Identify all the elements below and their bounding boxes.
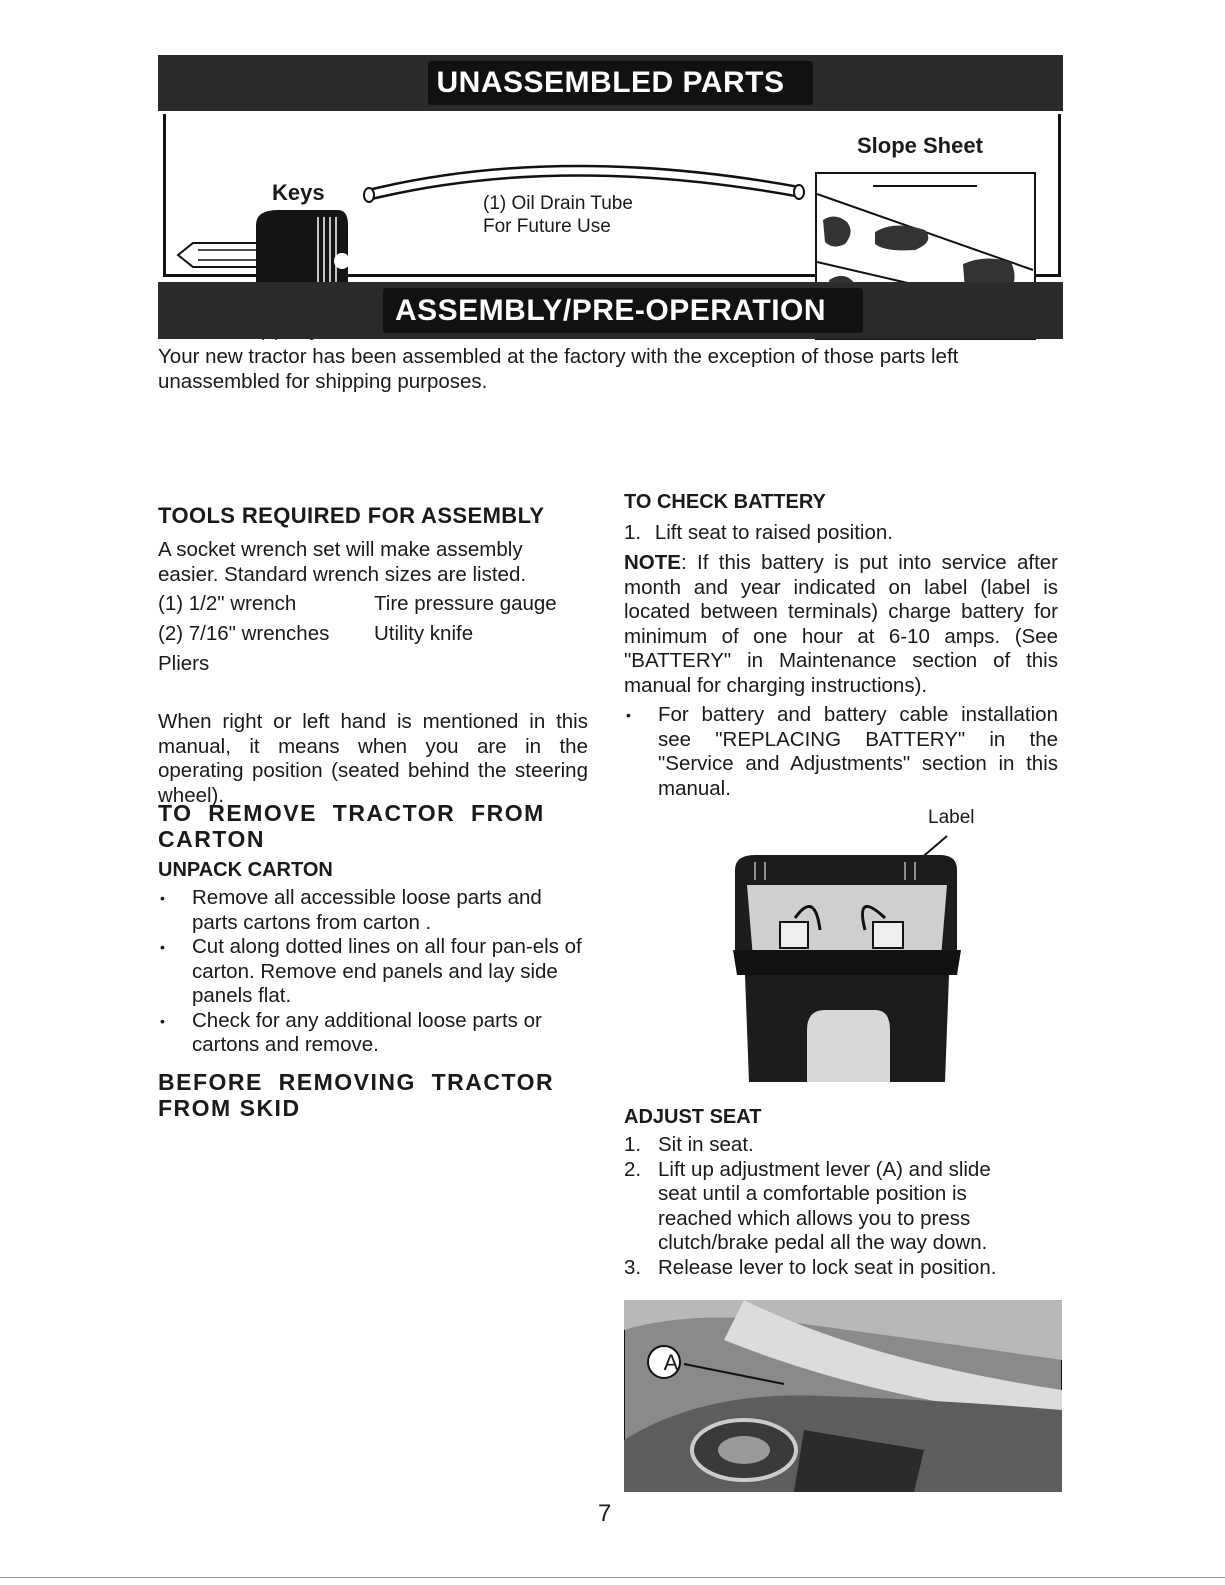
seat-step-2 [624, 1158, 1064, 1256]
tool-row-3 [158, 652, 209, 676]
oil-drain-tube-line1: (1) Oil Drain Tube [483, 193, 633, 214]
adjust-seat-heading: ADJUST SEAT [624, 1106, 762, 1128]
tool-1-left: (1) 1/2" wrench [158, 592, 297, 615]
battery-note-label: NOTE [624, 551, 681, 574]
seat-callout-a: A [663, 1350, 679, 1375]
intro-paragraph: Your new tractor has been assembled at the factory with the exception of those parts left unassembled for shipping purposes. [158, 345, 959, 393]
tools-heading: TOOLS REQUIRED FOR ASSEMBLY [158, 503, 545, 528]
unassembled-parts-banner [158, 55, 1063, 111]
tool-2-right: Utility knife [374, 622, 474, 645]
battery-note-text: : If this battery is put into service after month and year indicated on label (label is located between terminals) charge battery for minimum of one hour at 6-10 amps. (See "BATTERY" in Maintenance section of this manual for charging instructions). [624, 551, 1058, 697]
unpack-carton-heading: UNPACK CARTON [158, 859, 333, 881]
battery-note [624, 551, 1058, 698]
remove-heading-line2: CARTON [158, 826, 265, 852]
battery-heading: TO CHECK BATTERY [624, 491, 826, 513]
assembly-banner [158, 282, 1063, 339]
seat-step-3 [624, 1256, 1064, 1281]
battery-illustration [725, 830, 970, 1090]
skid-heading-line1: BEFORE REMOVING TRACTOR [158, 1069, 555, 1095]
battery-step-1-text: Lift seat to raised position. [654, 521, 893, 544]
seat-step-3-text: Release lever to lock seat in position. [658, 1255, 997, 1279]
tools-text: A socket wrench set will make assembly easier. Standard wrench sizes are listed. [158, 538, 527, 586]
unassembled-parts-title: UNASSEMBLED PARTS [436, 66, 785, 99]
remove-heading-line1: TO REMOVE TRACTOR FROM [158, 800, 545, 826]
unpack-bullet-3-text: Check for any additional loose parts or cartons and remove. [192, 1008, 542, 1056]
tool-row-1 [158, 592, 296, 616]
keys-label: Keys [272, 180, 325, 205]
oil-drain-tube-line2: For Future Use [483, 216, 611, 237]
seat-step-3-num: 3. [624, 1255, 642, 1279]
skid-heading-line2: FROM SKID [158, 1095, 301, 1121]
tool-row-2-right [374, 622, 473, 646]
tool-1-right: Tire pressure gauge [374, 592, 557, 615]
unpack-bullet-2 [158, 935, 588, 1009]
remove-heading [158, 800, 545, 852]
unpack-bullet-1-text: Remove all accessible loose parts and parts cartons from carton . [192, 886, 542, 934]
battery-step-1-num: 1. [624, 521, 642, 544]
hand-note: When right or left hand is mentioned in this manual, it means when you are in the operating position (seated behind the steering wheel). [158, 710, 588, 807]
tool-3-left: Pliers [158, 652, 210, 675]
seat-adjustment-photo [624, 1300, 1062, 1492]
battery-bullet-list [624, 703, 1058, 801]
seat-step-1 [624, 1133, 1064, 1158]
seat-step-2-text: Lift up adjustment lever (A) and slide seat until a comfortable position is reached which allows you to press clutch/brake pedal all the way down. [658, 1157, 991, 1254]
assembly-title: ASSEMBLY/PRE-OPERATION [394, 294, 827, 327]
adjust-seat-steps [624, 1133, 1064, 1280]
bottom-rule [0, 1577, 1225, 1578]
battery-label-callout: Label [928, 807, 975, 828]
seat-step-1-text: Sit in seat. [658, 1133, 754, 1156]
unpack-bullet-1 [158, 886, 588, 935]
unpack-bullet-3 [158, 1009, 588, 1058]
tool-2-left: (2) 7/16" wrenches [158, 622, 330, 645]
battery-step-1 [624, 521, 1064, 546]
seat-step-1-num: 1. [624, 1133, 642, 1156]
unpack-bullet-2-text: Cut along dotted lines on all four pan-els of carton. Remove end panels and lay side panels flat. [192, 935, 582, 1007]
seat-step-2-num: 2. [624, 1157, 642, 1181]
skid-heading [158, 1069, 554, 1121]
unpack-carton-list [158, 886, 588, 1058]
battery-bullet [624, 703, 1058, 801]
oil-drain-tube-caption [483, 192, 633, 238]
slope-sheet-label: Slope Sheet [857, 133, 983, 158]
page-number: 7 [598, 1500, 612, 1527]
battery-bullet-text: • For battery and battery cable installation see "REPLACING BATTERY" in the "Service and Adjustments" section in this manual. [658, 703, 1058, 800]
tool-row-1-right [374, 592, 557, 616]
tool-row-2 [158, 622, 329, 646]
